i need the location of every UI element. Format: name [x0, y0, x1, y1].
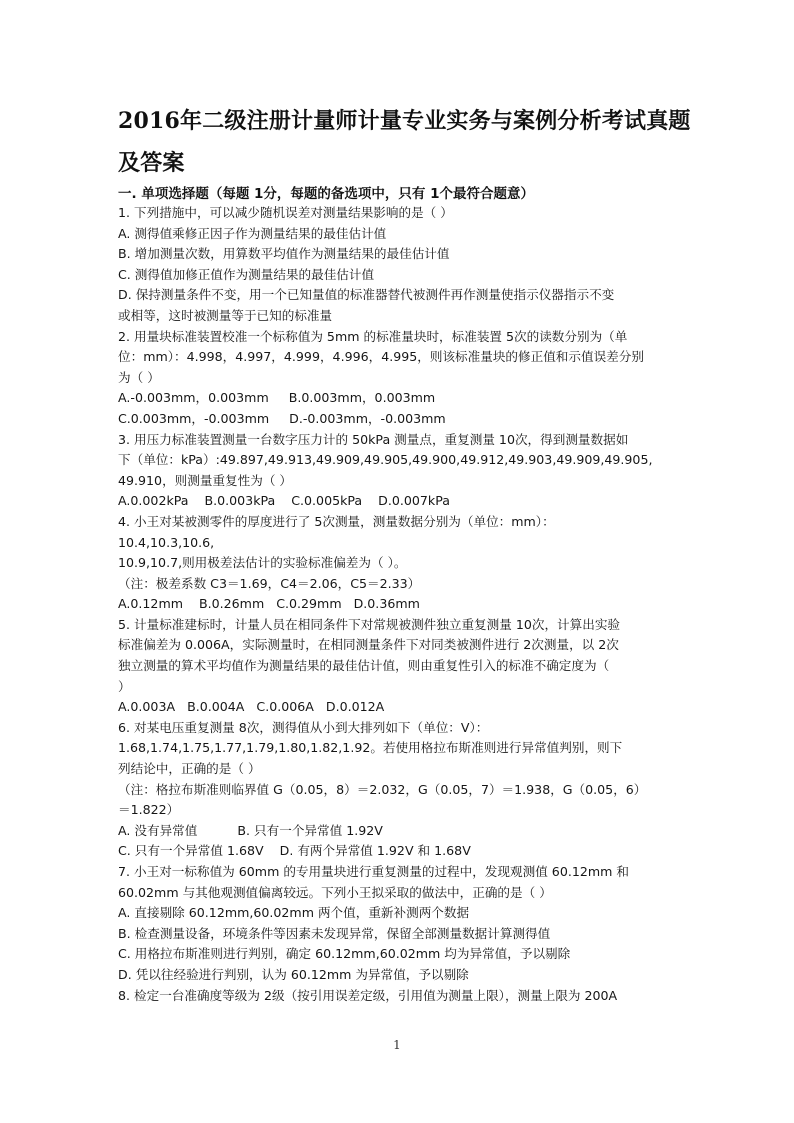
question-1-option-c: C. 测得值加修正值作为测量结果的最佳估计值: [118, 266, 375, 282]
question-1-option-d: D. 保持测量条件不变，用一个已知量值的标准器替代被测件再作测量使指示仪器指示不变: [118, 287, 615, 303]
question-2-options-cd: C.0.003mm，-0.003mm D.-0.003mm，-0.003mm: [118, 410, 446, 426]
question-3-stem: 3. 用压力标准装置测量一台数字压力计的 50kPa 测量点，重复测量 10次，得到测量数据如: [118, 431, 629, 447]
question-3-stem-cont: 49.910，则测量重复性为（ ）: [118, 472, 293, 488]
question-4-options: A.0.12mm B.0.26mm C.0.29mm D.0.36mm: [118, 596, 420, 612]
question-5-stem-cont: 标准偏差为 0.006A，实际测量时，在相同测量条件下对同类被测件进行 2次测量，以 2次: [118, 637, 619, 653]
question-6-stem: 6. 对某电压重复测量 8次，测得值从小到大排列如下（单位：V）：: [118, 719, 489, 735]
section-heading: 一. 单项选择题（每题 1分，每题的备选项中，只有 1个最符合题意）: [118, 186, 535, 202]
document-title-line-2: 及答案: [118, 150, 185, 176]
question-6-options-ab: A. 没有异常值 B. 只有一个异常值 1.92V: [118, 822, 383, 838]
question-2-stem-cont: 位：mm）：4.998，4.997，4.999，4.996，4.995，则该标准量块的修正值和示值误差分别: [118, 349, 644, 365]
question-6-stem-cont: 列结论中，正确的是（ ）: [118, 761, 261, 777]
question-5-stem-cont: ）: [118, 678, 131, 694]
question-body: [118, 203, 680, 1006]
question-8-stem: 8. 检定一台准确度等级为 2级（按引用误差定级，引用值为测量上限），测量上限为 200A: [118, 987, 618, 1003]
document-title-line-1: 2016年二级注册计量师计量专业实务与案例分析考试真题: [118, 108, 691, 134]
question-2-stem-cont: 为（ ）: [118, 369, 160, 385]
question-7-option-a: A. 直接剔除 60.12mm,60.02mm 两个值，重新补测两个数据: [118, 905, 470, 921]
question-2-options-ab: A.-0.003mm，0.003mm B.0.003mm，0.003mm: [118, 390, 436, 406]
question-1-option-d-cont: 或相等，这时被测量等于已知的标准量: [118, 307, 333, 323]
question-7-stem: 7. 小王对一标称值为 60mm 的专用量块进行重复测量的过程中，发现观测值 60.12mm 和: [118, 864, 629, 879]
question-6-data: 1.68,1.74,1.75,1.77,1.79,1.80,1.82,1.92。若使用格拉布斯准则进行异常值判别，则下: [118, 740, 623, 756]
question-7-option-d: D. 凭以往经验进行判别，认为 60.12mm 为异常值，予以剔除: [118, 966, 469, 982]
question-3-options: A.0.002kPa B.0.003kPa C.0.005kPa D.0.007kPa: [118, 493, 450, 509]
question-5-stem: 5. 计量标准建标时，计量人员在相同条件下对常规被测件独立重复测量 10次，计算出实验: [118, 616, 621, 632]
question-6-note: （注：格拉布斯准则临界值 G（0.05，8）＝2.032，G（0.05，7）＝1.938，G（0.05，6）: [118, 781, 647, 797]
question-7-stem-cont: 60.02mm 与其他观测值偏离较远。下列小王拟采取的做法中，正确的是（ ）: [118, 884, 552, 900]
page-number: 1: [393, 1038, 401, 1052]
question-4-note: （注：极差系数 C3＝1.69，C4＝2.06，C5＝2.33）: [118, 575, 421, 591]
question-4-stem: 4. 小王对某被测零件的厚度进行了 5次测量，测量数据分别为（单位：mm）：: [118, 513, 555, 529]
question-4-data: 10.4,10.3,10.6,: [118, 534, 215, 550]
question-2-stem: 2. 用量块标准装置校准一个标称值为 5mm 的标准量块时，标准装置 5次的读数分别为（单: [118, 328, 628, 344]
question-4-data-cont: 10.9,10.7,则用极差法估计的实验标准偏差为（ ）。: [118, 555, 407, 571]
question-6-options-cd: C. 只有一个异常值 1.68V D. 有两个异常值 1.92V 和 1.68V: [118, 843, 471, 859]
question-3-stem-cont: 下（单位：kPa）:49.897,49.913,49.909,49.905,49.900,49.912,49.903,49.909,49.905,: [118, 452, 653, 468]
question-1-option-b: B. 增加测量次数，用算数平均值作为测量结果的最佳估计值: [118, 246, 450, 262]
question-7-option-b: B. 检查测量设备，环境条件等因素未发现异常，保留全部测量数据计算测得值: [118, 925, 551, 941]
question-1-option-a: A. 测得值乘修正因子作为测量结果的最佳估计值: [118, 225, 387, 241]
question-1-stem: 1. 下列措施中，可以减少随机误差对测量结果影响的是（ ）: [118, 205, 453, 220]
question-7-option-c: C. 用格拉布斯准则进行判别，确定 60.12mm,60.02mm 均为异常值，予以剔除: [118, 946, 571, 962]
question-6-note-cont: ＝1.822）: [118, 802, 180, 818]
question-5-stem-cont: 独立测量的算术平均值作为测量结果的最佳估计值，则由重复性引入的标准不确定度为（: [118, 658, 610, 674]
question-5-options: A.0.003A B.0.004A C.0.006A D.0.012A: [118, 699, 385, 715]
